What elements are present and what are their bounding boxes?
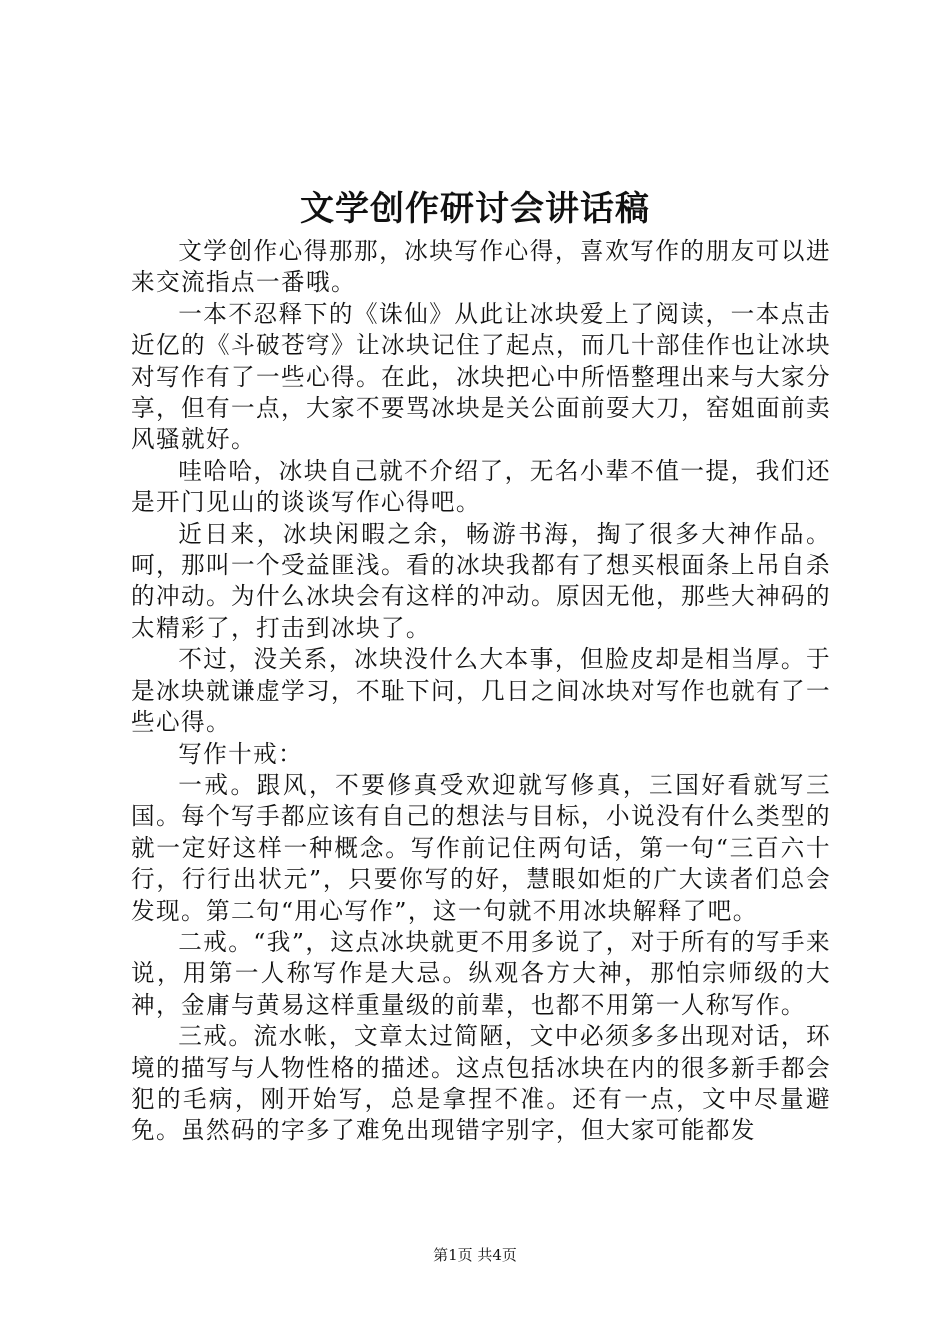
paragraph: 近日来，冰块闲暇之余，畅游书海，掏了很多大神作品。呵，那叫一个受益匪浅。看的冰块我都有了想买根面条上吊自杀的冲动。为什么冰块会有这样的冲动。原因无他，那些大神码的太精彩了，打击到冰块了。 bbox=[131, 519, 831, 642]
paragraph: 一戒。跟风，不要修真受欢迎就写修真，三国好看就写三国。每个写手都应该有自己的想法与目标，小说没有什么类型的就一定好这样一种概念。写作前记住两句话，第一句“三百六十行，行行出状元”，只要你写的好，慧眼如炬的广大读者们总会发现。第二句“用心写作”，这一句就不用冰块解释了吧。 bbox=[131, 770, 831, 925]
paragraph: 哇哈哈，冰块自己就不介绍了，无名小辈不值一提，我们还是开门见山的谈谈写作心得吧。 bbox=[131, 456, 831, 517]
paragraph: 文学创作心得那那，冰块写作心得，喜欢写作的朋友可以进来交流指点一番哦。 bbox=[131, 237, 831, 297]
document-body bbox=[131, 236, 831, 1147]
page-number-footer: 第1页 共4页 bbox=[433, 1246, 517, 1264]
paragraph: 不过，没关系，冰块没什么大本事，但脸皮却是相当厚。于是冰块就谦虚学习，不耻下问，几日之间冰块对写作也就有了一些心得。 bbox=[131, 645, 831, 737]
paragraph: 一本不忍释下的《诛仙》从此让冰块爱上了阅读，一本点击近亿的《斗破苍穹》让冰块记住了起点，而几十部佳作也让冰块对写作有了一些心得。在此，冰块把心中所悟整理出来与大家分享，但有一点，大家不要骂冰块是关公面前耍大刀，窑姐面前卖风骚就好。 bbox=[131, 299, 831, 454]
paragraph: 二戒。“我”，这点冰块就更不用多说了，对于所有的写手来说，用第一人称写作是大忌。纵观各方大神，那怕宗师级的大神，金庸与黄易这样重量级的前辈，也都不用第一人称写作。 bbox=[131, 927, 831, 1019]
paragraph: 写作十戒： bbox=[178, 739, 304, 768]
paragraph: 三戒。流水帐，文章太过简陋，文中必须多多出现对话，环境的描写与人物性格的描述。这点包括冰块在内的很多新手都会犯的毛病，刚开始写，总是拿捏不准。还有一点，文中尽量避免。虽然码的字多了难免出现错字别字，但大家可能都发 bbox=[131, 1022, 831, 1145]
document-title: 文学创作研讨会讲话稿 bbox=[300, 189, 650, 229]
